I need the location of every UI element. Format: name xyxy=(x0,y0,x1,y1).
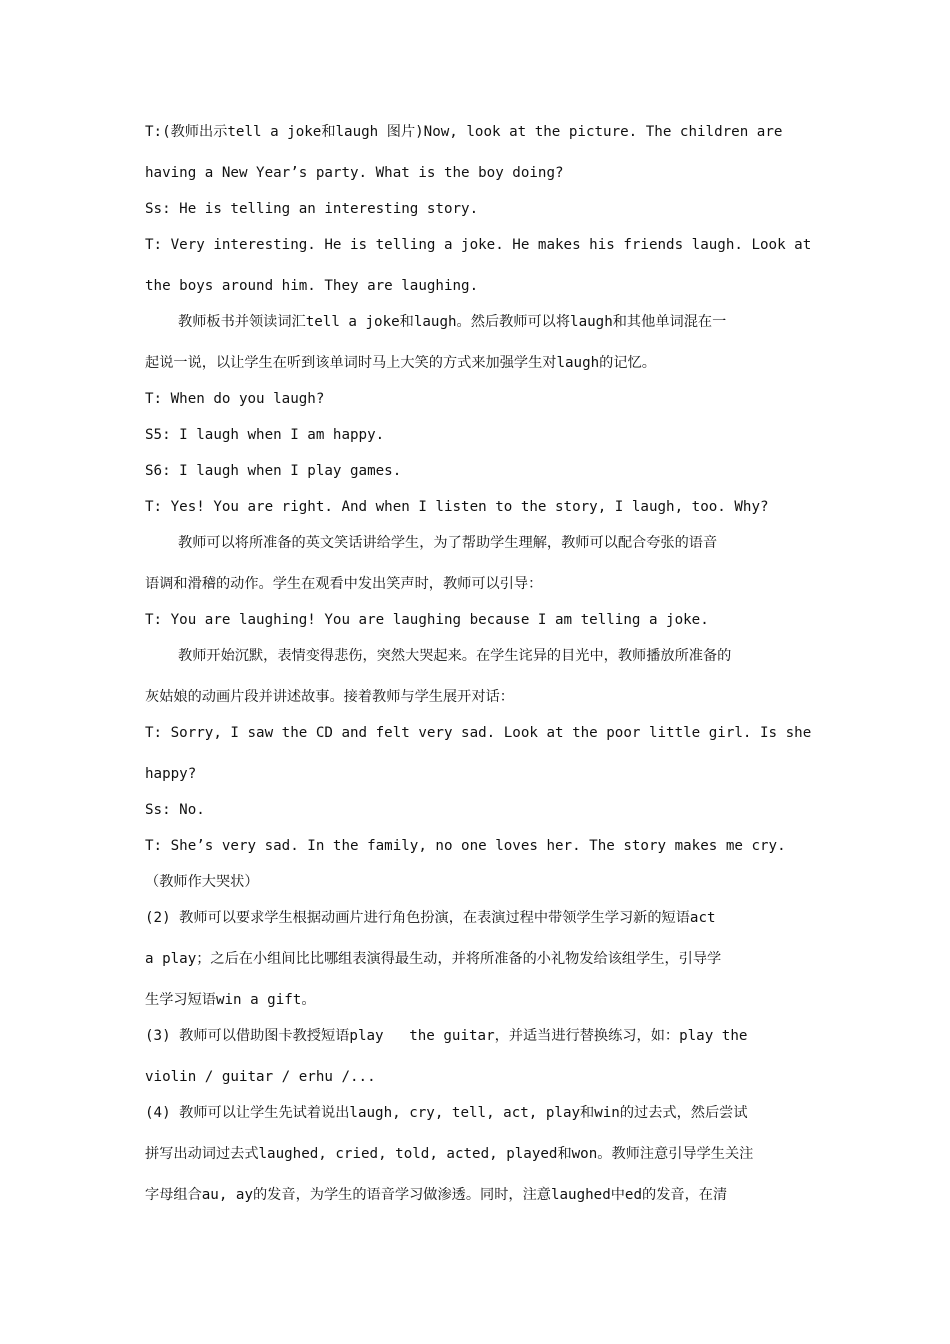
text-line: （教师作大哭状） xyxy=(145,874,259,890)
text-line: (2) 教师可以要求学生根据动画片进行角色扮演，在表演过程中带领学生学习新的短语act xyxy=(145,910,716,926)
text-line: T:(教师出示tell a joke和laugh 图片)Now, look at the picture. The children are xyxy=(145,124,783,140)
text-line: (3) 教师可以借助图卡教授短语play the guitar，并适当进行替换练习，如：play the xyxy=(145,1028,748,1044)
text-line: happy? xyxy=(145,766,197,782)
text-line: 生学习短语win a gift。 xyxy=(145,992,316,1008)
text-line: Ss: No. xyxy=(145,802,205,818)
text-line: having a New Year’s party. What is the boy doing? xyxy=(145,165,564,181)
text-line: violin / guitar / erhu /... xyxy=(145,1069,376,1085)
text-line: 拼写出动词过去式laughed, cried, told, acted, played和won。教师注意引导学生关注 xyxy=(145,1146,754,1162)
text-line: T: She’s very sad. In the family, no one loves her. The story makes me cry. xyxy=(145,838,786,854)
text-line: T: Very interesting. He is telling a joke. He makes his friends laugh. Look at xyxy=(145,237,812,253)
text-line: T: You are laughing! You are laughing because I am telling a joke. xyxy=(145,612,709,628)
text-line: 语调和滑稽的动作。学生在观看中发出笑声时，教师可以引导： xyxy=(145,576,543,592)
text-line: 教师开始沉默，表情变得悲伤，突然大哭起来。在学生诧异的目光中，教师播放所准备的 xyxy=(178,648,732,664)
text-line: 灰姑娘的动画片段并讲述故事。接着教师与学生展开对话： xyxy=(145,689,514,705)
text-line: S5: I laugh when I am happy. xyxy=(145,427,385,443)
document-body xyxy=(145,122,810,1205)
text-line: Ss: He is telling an interesting story. xyxy=(145,201,479,217)
text-line: 教师板书并领读词汇tell a joke和laugh。然后教师可以将laugh和其他单词混在一 xyxy=(178,314,727,330)
text-line: T: Sorry, I saw the CD and felt very sad. Look at the poor little girl. Is she xyxy=(145,725,812,741)
text-line: T: Yes! You are right. And when I listen to the story, I laugh, too. Why? xyxy=(145,499,769,515)
text-line: 字母组合au, ay的发音，为学生的语音学习做渗透。同时，注意laughed中ed的发音，在清 xyxy=(145,1187,728,1203)
text-line: (4) 教师可以让学生先试着说出laugh, cry, tell, act, play和win的过去式，然后尝试 xyxy=(145,1105,748,1121)
text-line: 教师可以将所准备的英文笑话讲给学生，为了帮助学生理解，教师可以配合夸张的语音 xyxy=(178,535,718,551)
text-line: a play；之后在小组间比比哪组表演得最生动，并将所准备的小礼物发给该组学生，引导学 xyxy=(145,951,722,967)
text-line: 起说一说，以让学生在听到该单词时马上大笑的方式来加强学生对laugh的记忆。 xyxy=(145,355,656,371)
text-line: the boys around him. They are laughing. xyxy=(145,278,479,294)
text-line: S6: I laugh when I play games. xyxy=(145,463,402,479)
text-line: T: When do you laugh? xyxy=(145,391,325,407)
